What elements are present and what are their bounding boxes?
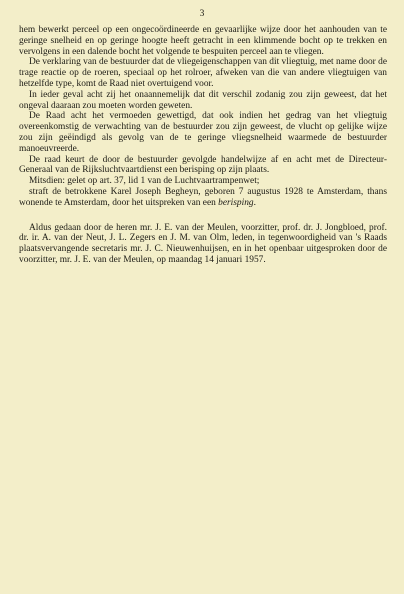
verdict-text: straft de betrokkene Karel Joseph Begheyn, geboren 7 augustus 1928 te Amsterdam, thans wonende te Amsterdam, door het uitspreken van een bbox=[19, 186, 387, 208]
closing-paragraph: Aldus gedaan door de heren mr. J. E. van der Meulen, voorzitter, prof. dr. J. Jongbloed, prof. dr. ir. A. van der Neut, J. L. Zegers en J. M. van Olm, leden, in tegenwoordigheid van 's Raads plaatsvervangende secretaris mr. J. C. Nieuwenhuijsen, en in het openbaar uitgesproken door de voorzitter, mr. J. E. van der Meulen, op maandag 14 januari 1957. bbox=[19, 222, 387, 265]
document-body bbox=[19, 25, 387, 266]
paragraph-4: De Raad acht het vermoeden gewettigd, dat ook indien het gedrag van het vliegtuig overeenkomstig de verwachting van de bestuurder zou zijn geweest, de vlucht op gelijke wijze zou zijn geëindigd als gevolg van de te geringe vliegsnelheid waarmede de bestuurder manoeuvreerde. bbox=[19, 111, 387, 154]
verdict-emphasis: berisping bbox=[218, 197, 254, 208]
verdict-end: . bbox=[253, 197, 256, 208]
paragraph-5: De raad keurt de door de bestuurder gevolgde handelwijze af en acht met de Directeur-Generaal van de Rijksluchtvaartdienst een berisping op zijn plaats. bbox=[19, 154, 387, 176]
paragraph-considering: Mitsdien: gelet op art. 37, lid 1 van de Luchtvaartrampenwet; bbox=[29, 176, 260, 187]
verdict-paragraph bbox=[19, 187, 387, 209]
paragraph-1: hem bewerkt perceel op een ongecoördineerde en gevaarlijke wijze door het aanhouden van te geringe snelheid en op geringe hoogte heeft getracht in een klimmende bocht op te trekken en vervolgens in een dalende bocht het volgende te bespuiten perceel aan te vliegen. bbox=[19, 25, 387, 57]
page-number: 3 bbox=[199, 9, 205, 19]
paragraph-2: De verklaring van de bestuurder dat de vliegeigenschappen van dit vliegtuig, met name door de trage reactie op de roeren, speciaal op het rolroer, afweken van die van andere vliegtuigen van hetzelfde type, komt de Raad niet overtuigend voor. bbox=[19, 57, 387, 89]
paragraph-gap bbox=[19, 209, 387, 223]
paragraph-3: In ieder geval acht zij het onaannemelijk dat dit verschil zodanig zou zijn geweest, dat het ongeval daaraan zou moeten worden geweten. bbox=[19, 89, 387, 111]
